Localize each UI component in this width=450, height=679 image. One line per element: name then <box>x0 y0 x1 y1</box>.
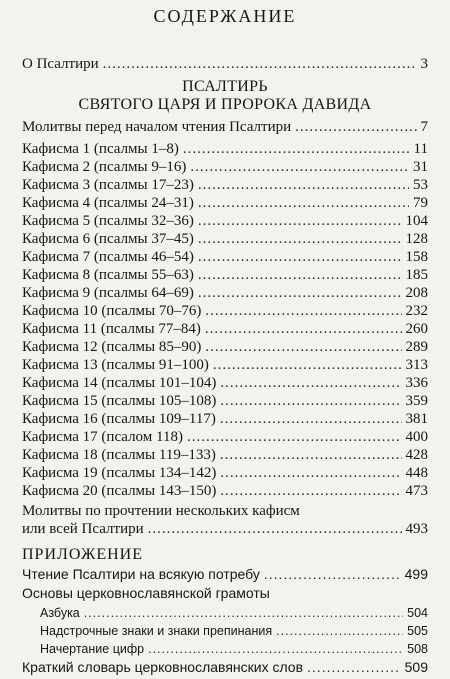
toc-entry-page: 158 <box>405 249 428 265</box>
toc-entry-prayers-after[interactable] <box>22 521 428 538</box>
toc-entry-label: Кафисма 10 (псалмы 70–76) <box>22 303 202 319</box>
toc-entry-label: Кафисма 17 (псалом 118) <box>22 429 183 445</box>
toc-entry-kathisma[interactable] <box>22 249 428 266</box>
toc-entry-label: Кафисма 12 (псалмы 85–90) <box>22 339 202 355</box>
toc-entry-label: Кафисма 19 (псалмы 134–142) <box>22 465 217 481</box>
toc-entry-kathisma[interactable] <box>22 375 428 392</box>
toc-entry-kathisma[interactable] <box>22 285 428 302</box>
toc-entry-label: Кафисма 5 (псалмы 32–36) <box>22 213 194 229</box>
toc-entry-label: или всей Псалтири <box>22 521 144 537</box>
toc-entry-kathisma[interactable] <box>22 303 428 320</box>
toc-subentry-alphabet[interactable] <box>40 606 428 620</box>
toc-entry-label: Азбука <box>40 606 80 620</box>
toc-entry-kathisma[interactable] <box>22 429 428 446</box>
toc-entry-kathisma[interactable] <box>22 141 428 158</box>
toc-entry-page: 208 <box>405 285 428 301</box>
toc-entry-kathisma[interactable] <box>22 483 428 500</box>
toc-entry-label: Краткий словарь церковнославянских слов <box>22 659 304 675</box>
dot-leader <box>276 624 403 638</box>
toc-entry-page: 128 <box>405 231 428 247</box>
toc-entry-label: Кафисма 6 (псалмы 37–45) <box>22 231 194 247</box>
dot-leader <box>198 213 402 230</box>
toc-subentry-diacritics[interactable] <box>40 624 428 638</box>
dot-leader <box>198 195 409 212</box>
dot-leader <box>148 642 403 656</box>
toc-entry-label: Кафисма 9 (псалмы 64–69) <box>22 285 194 301</box>
dot-leader <box>205 303 401 320</box>
toc-entry-page: 509 <box>404 659 428 675</box>
toc-entry-page: 79 <box>413 195 428 211</box>
toc-entry-label: Начертание цифр <box>40 642 145 656</box>
toc-entry-page: 313 <box>405 357 428 373</box>
toc-entry-label: Кафисма 8 (псалмы 55–63) <box>22 267 194 283</box>
dot-leader <box>190 159 409 176</box>
toc-entry-kathisma[interactable] <box>22 177 428 194</box>
dot-leader <box>183 141 410 158</box>
toc-entry-kathisma[interactable] <box>22 321 428 338</box>
toc-subentry-numerals[interactable] <box>40 642 428 656</box>
toc-entry-page: 448 <box>405 465 428 481</box>
toc-entry-kathisma[interactable] <box>22 231 428 248</box>
toc-entry-label: Кафисма 13 (псалмы 91–100) <box>22 357 209 373</box>
dot-leader <box>148 521 402 538</box>
dot-leader <box>103 56 417 73</box>
dot-leader <box>205 321 402 338</box>
dot-leader <box>295 119 416 136</box>
toc-entry-label: Кафисма 2 (псалмы 9–16) <box>22 159 187 175</box>
toc-entry-page: 104 <box>405 213 428 229</box>
toc-entry-page: 499 <box>404 566 428 582</box>
toc-entry-page: 11 <box>413 141 428 157</box>
toc-entry-page: 232 <box>405 303 428 319</box>
dot-leader <box>220 465 401 482</box>
toc-entry-label: Кафисма 16 (псалмы 109–117) <box>22 411 216 427</box>
toc-entry-label: Кафисма 1 (псалмы 1–8) <box>22 141 179 157</box>
toc-entry-kathisma[interactable] <box>22 393 428 410</box>
toc-entry-page: 508 <box>407 642 428 656</box>
toc-entry-page: 289 <box>405 339 428 355</box>
appendix-heading: ПРИЛОЖЕНИЕ <box>22 546 144 563</box>
toc-entry-kathisma[interactable] <box>22 213 428 230</box>
toc-entry-kathisma[interactable] <box>22 357 428 374</box>
toc-entry-kathisma[interactable] <box>22 411 428 428</box>
dot-leader <box>220 393 401 410</box>
page-title: СОДЕРЖАНИЕ <box>153 6 297 26</box>
toc-entry-page: 31 <box>413 159 428 175</box>
dot-leader <box>307 659 401 675</box>
toc-entry-page: 493 <box>405 521 428 537</box>
toc-entry-label: Кафисма 15 (псалмы 105–108) <box>22 393 217 409</box>
toc-entry-label: Молитвы перед началом чтения Псалтири <box>22 119 292 135</box>
toc-entry-page: 7 <box>420 119 428 135</box>
dot-leader <box>198 249 402 266</box>
toc-entry-kathisma[interactable] <box>22 447 428 464</box>
dot-leader <box>264 566 401 582</box>
toc-entry-page: 400 <box>405 429 428 445</box>
dot-leader <box>198 177 409 194</box>
dot-leader <box>220 447 402 464</box>
toc-entry-page: 473 <box>405 483 428 499</box>
toc-entry-kathisma[interactable] <box>22 159 428 176</box>
toc-entry-reading[interactable] <box>22 566 428 582</box>
toc-entry-label: Кафисма 18 (псалмы 119–133) <box>22 447 216 463</box>
toc-entry-kathisma[interactable] <box>22 465 428 482</box>
dot-leader <box>220 411 402 428</box>
toc-entry-label: Кафисма 20 (псалмы 143–150) <box>22 483 217 499</box>
toc-entry-page: 381 <box>405 411 428 427</box>
psalter-heading-line1: ПСАЛТИРЬ <box>182 78 268 95</box>
toc-entry-kathisma[interactable] <box>22 267 428 284</box>
toc-entry-intro[interactable] <box>22 56 428 73</box>
toc-entry-prayers-before[interactable] <box>22 119 428 136</box>
toc-entry-page: 53 <box>413 177 428 193</box>
dot-leader <box>220 375 401 392</box>
toc-entry-page: 428 <box>405 447 428 463</box>
toc-entry-prayers-after-line1[interactable]: Молитвы по прочтении нескольких кафисм <box>22 503 300 519</box>
dot-leader <box>84 606 403 620</box>
toc-entry-label: Чтение Псалтири на всякую потребу <box>22 566 260 582</box>
psalter-heading-line2: СВЯТОГО ЦАРЯ И ПРОРОКА ДАВИДА <box>78 96 372 113</box>
toc-entry-page: 260 <box>405 321 428 337</box>
toc-entry-label: Кафисма 3 (псалмы 17–23) <box>22 177 194 193</box>
toc-entry-label: Кафисма 7 (псалмы 46–54) <box>22 249 194 265</box>
toc-entry-page: 3 <box>420 56 428 72</box>
toc-entry-label: Кафисма 4 (псалмы 24–31) <box>22 195 194 211</box>
toc-entry-label: Кафисма 11 (псалмы 77–84) <box>22 321 201 337</box>
toc-entry-kathisma[interactable] <box>22 339 428 356</box>
toc-entry-page: 505 <box>407 624 428 638</box>
toc-entry-page: 504 <box>407 606 428 620</box>
toc-entry-dictionary[interactable] <box>22 659 428 675</box>
dot-leader <box>198 285 402 302</box>
dot-leader <box>198 231 402 248</box>
toc-entry-page: 185 <box>405 267 428 283</box>
dot-leader <box>205 339 401 356</box>
dot-leader <box>213 357 402 374</box>
dot-leader <box>187 429 402 446</box>
toc-entry-page: 359 <box>405 393 428 409</box>
toc-entry-grammar[interactable]: Основы церковнославянской грамоты <box>22 585 270 601</box>
toc-entry-label: О Псалтири <box>22 56 99 72</box>
toc-entry-page: 336 <box>405 375 428 391</box>
dot-leader <box>198 267 402 284</box>
toc-entry-label: Кафисма 14 (псалмы 101–104) <box>22 375 217 391</box>
toc-entry-kathisma[interactable] <box>22 195 428 212</box>
toc-entry-label: Надстрочные знаки и знаки препинания <box>40 624 273 638</box>
dot-leader <box>220 483 401 500</box>
